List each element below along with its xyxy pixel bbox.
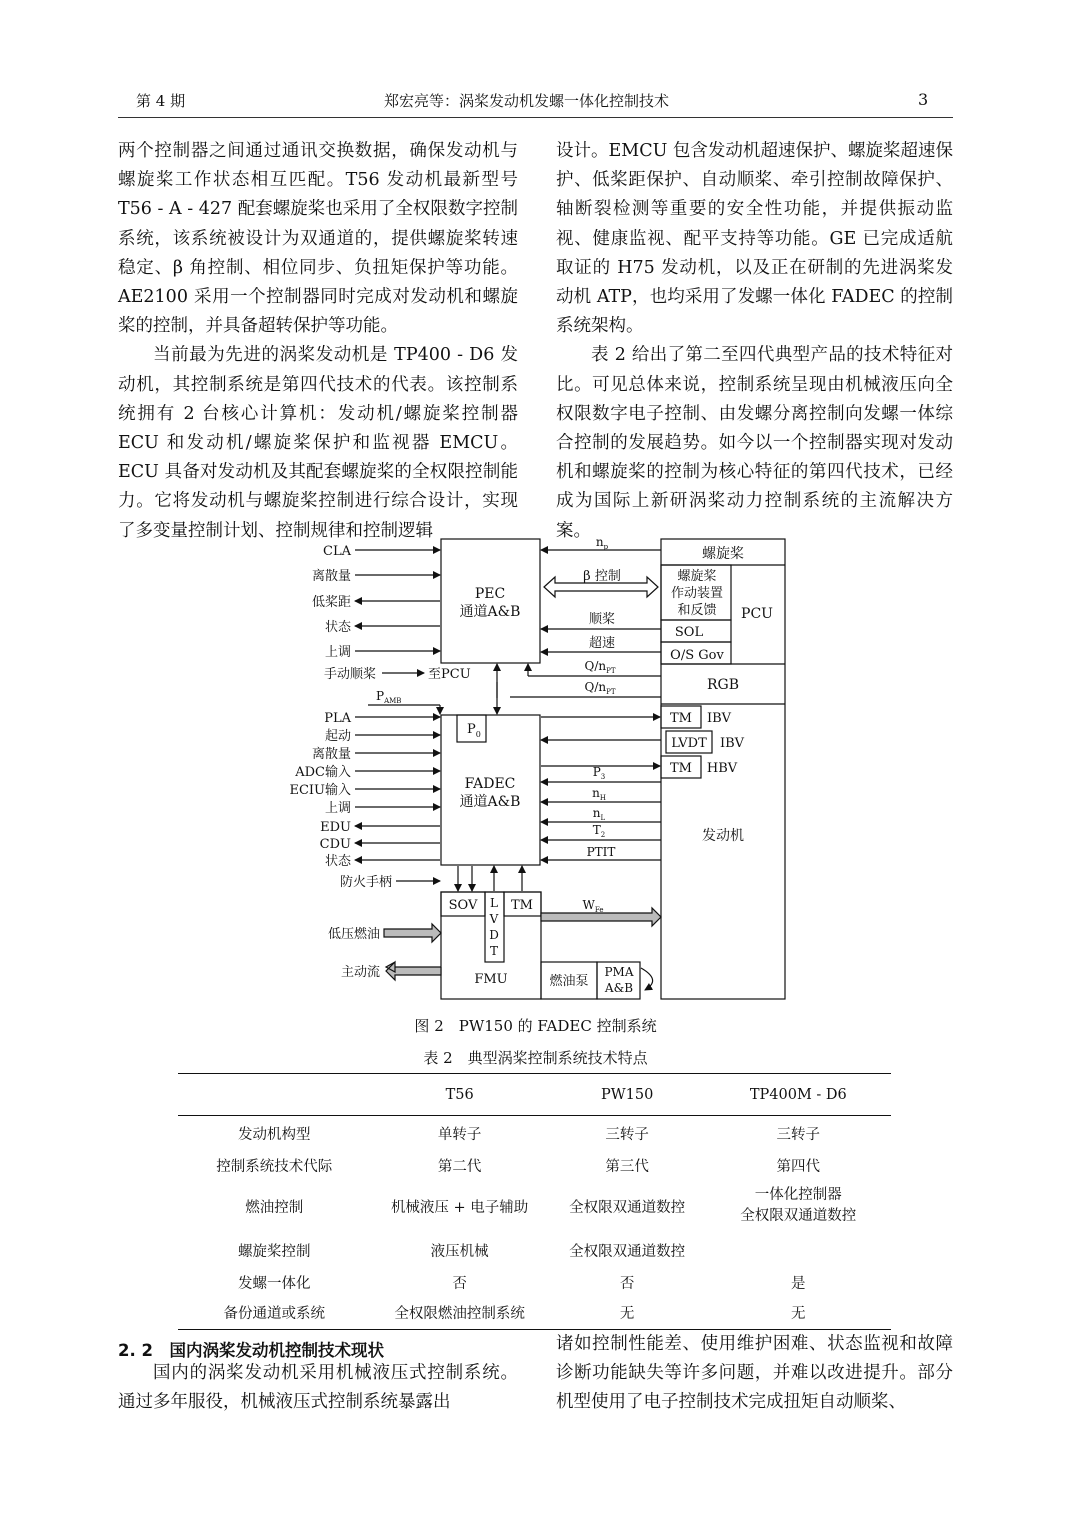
lvdt-v-3: D (489, 928, 499, 942)
issue-number: 第 4 期 (136, 92, 186, 110)
pamb-label: $P_{AMB}$ (376, 689, 402, 705)
lvdt-v-4: T (489, 944, 499, 958)
edu-label: EDU (320, 820, 351, 835)
figure-caption: 图 2 PW150 的 FADEC 控制系统 (414, 1017, 657, 1035)
low-pitch-label: 低桨距 (311, 595, 351, 610)
p3-label: $P_3$ (592, 765, 606, 781)
paragraph: 当前最为先进的涡桨发动机是 TP400 - D6 发动机，其控制系统是第四代技术的代表。该控制系统拥有 2 台核心计算机：发动机/螺旋桨控制器 ECU 和发动机/螺旋桨保护和监视器 EMCU。ECU 具备对发动机及其配套螺旋桨的全权限控制能力。它将发动机与螺旋桨控制进行综合设计，实现了多变量控制计划、控制规律和控制逻辑 (118, 345, 518, 541)
paragraph: 两个控制器之间通过通讯交换数据，确保发动机与螺旋桨工作状态相互匹配。T56 发动机最新型号 T56 - A - 427 配套螺旋桨也采用了全权限数字控制系统，该系统被设计为双通道的，提供螺旋桨转速稳定、β 角控制、相位同步、负扭矩保护等功能。AE2100 采用一个控制器同时完成对发动机和螺旋桨的控制，并具备超转保护等功能。 (118, 141, 518, 337)
table-row: 发动机构型 单转子 三转子 三转子 (238, 1127, 821, 1144)
table-header: TP400M - D6 (749, 1086, 847, 1103)
hbv-label: HBV (706, 761, 738, 776)
cdu-label: CDU (319, 837, 351, 852)
pma-label-1: PMA (604, 965, 634, 979)
beta-label: β 控制 (583, 569, 621, 584)
lvdt-label: LVDT (671, 736, 707, 751)
propeller-label: 螺旋桨 (702, 546, 744, 562)
tm-label-3: TM (511, 898, 533, 913)
engine-label: 发动机 (702, 828, 744, 844)
adc-label: ADC输入 (295, 765, 351, 780)
pump-label: 燃油泵 (549, 974, 589, 989)
discrete-label: 离散量 (311, 569, 351, 584)
motive-flow-arrow (386, 962, 441, 980)
q-npt-label-2: $Q/n_{PT}$ (584, 680, 616, 696)
paragraph: 国内的涡桨发动机采用机械液压式控制系统。通过多年服役，机械液压式控制系统暴露出 (118, 1363, 518, 1413)
status-label-2: 状态 (324, 854, 351, 869)
sol-label: SOL (674, 625, 704, 640)
fmu-label: FMU (474, 972, 508, 987)
np-label: $n_p$ (595, 535, 609, 551)
pec-subtitle: 通道A&B (459, 604, 521, 620)
q-npt-label-1: $Q/n_{PT}$ (584, 659, 616, 675)
table-row: 燃油控制 机械液压 + 电子辅助 全权限双通道数控 一体化控制器 全权限双通道数控 (178, 1179, 891, 1234)
fadec-title: FADEC (464, 776, 516, 792)
lvdt-v-1: L (490, 896, 498, 910)
paragraph: 设计。EMCU 包含发动机超速保护、螺旋桨超速保护、低桨距保护、自动顺桨、牵引控制故障保护、轴断裂检测等重要的安全性功能，并提供振动监视、健康监视、配平支持等功能。GE 已完成适航取证的 H75 发动机，以及正在研制的先进涡桨发动机 ATP，也均采用了发螺一体化 FADEC 的控制系统架构。 (556, 141, 953, 337)
table-row: 发螺一体化 否 否 是 (238, 1275, 806, 1292)
manual-feather-label: 手动顺桨 (323, 667, 376, 682)
actuator-label-1: 螺旋桨 (677, 569, 717, 584)
wf-label: $W_{Fe}$ (582, 898, 604, 914)
paragraph: 诸如控制性能差、使用维护困难、状态监视和故障诊断功能缺失等许多问题，并难以改进提升。部分机型使用了电子控制技术完成扭矩自动顺桨、 (556, 1334, 953, 1413)
fadec-subtitle: 通道A&B (459, 794, 521, 810)
osgov-label: O/S Gov (670, 648, 724, 663)
nl-label: $n_L$ (592, 806, 606, 822)
low-fuel-label: 低压燃油 (327, 927, 380, 942)
tm-label-1: TM (670, 711, 692, 726)
actuator-label-2: 作动装置 (670, 586, 724, 601)
table-row: 控制系统技术代际 第二代 第三代 第四代 (216, 1158, 821, 1175)
sov-label: SOV (448, 898, 478, 913)
table-header: T56 (445, 1086, 474, 1103)
tm-label-2: TM (670, 761, 692, 776)
trim-label-2: 上调 (324, 801, 351, 816)
pma-label-2: A&B (604, 981, 634, 995)
section-heading: 2. 2 国内涡桨发动机控制技术现状 (118, 1341, 384, 1360)
pcu-label: PCU (741, 606, 773, 622)
low-pressure-fuel-arrow (384, 924, 441, 942)
lvdt-v-2: V (489, 912, 499, 926)
discrete-label-2: 离散量 (311, 747, 351, 762)
eciu-label: ECIU输入 (289, 783, 351, 798)
fire-handle-label: 防火手柄 (339, 875, 392, 890)
trim-label: 上调 (324, 645, 351, 660)
to-pcu-label: 至PCU (428, 667, 471, 682)
table-row: 螺旋桨控制 液压机械 全权限双通道数控 (238, 1244, 686, 1260)
ptit-label: PTIT (586, 845, 616, 859)
t2-label: $T_2$ (592, 823, 606, 839)
running-title: 郑宏亮等：涡桨发动机发螺一体化控制技术 (384, 92, 670, 110)
bottom-left-column (118, 1359, 518, 1417)
p0-label: $P_0$ (467, 722, 481, 739)
feather-label: 顺桨 (588, 612, 616, 627)
table-caption: 表 2 典型涡桨控制系统技术特点 (423, 1049, 648, 1067)
tech-table (178, 1073, 891, 1330)
actuator-label-3: 和反馈 (677, 603, 717, 618)
table-header: PW150 (601, 1086, 654, 1103)
ibv-label-2: IBV (719, 736, 745, 751)
paragraph: 表 2 给出了第二至四代典型产品的技术特征对比。可见总体来说，控制系统呈现由机械液压向全权限数字电子控制、由发螺分离控制向发螺一体综合控制的发展趋势。如今以一个控制器实现对发动机和螺旋桨的控制为核心特征的第四代技术，已经成为国际上新研涡桨动力控制系统的主流解决方案。 (556, 345, 953, 541)
start-label: 起动 (324, 729, 351, 744)
table-row: 备份通道或系统 全权限燃油控制系统 无 无 (178, 1297, 891, 1330)
nh-label: $n_H$ (592, 786, 606, 802)
page-number: 3 (918, 90, 929, 109)
status-label: 状态 (324, 620, 351, 635)
pec-title: PEC (474, 586, 506, 602)
multiline-cell: 一体化控制器 全权限双通道数控 (740, 1187, 857, 1224)
ibv-label-1: IBV (706, 711, 732, 726)
motive-flow-label: 主动流 (340, 965, 380, 980)
rgb-label: RGB (706, 677, 740, 693)
cla-label: CLA (323, 544, 351, 559)
table-header (178, 1074, 371, 1116)
pla-label: PLA (324, 711, 351, 726)
overspeed-label: 超速 (588, 636, 616, 651)
bottom-right-column (556, 1330, 953, 1418)
